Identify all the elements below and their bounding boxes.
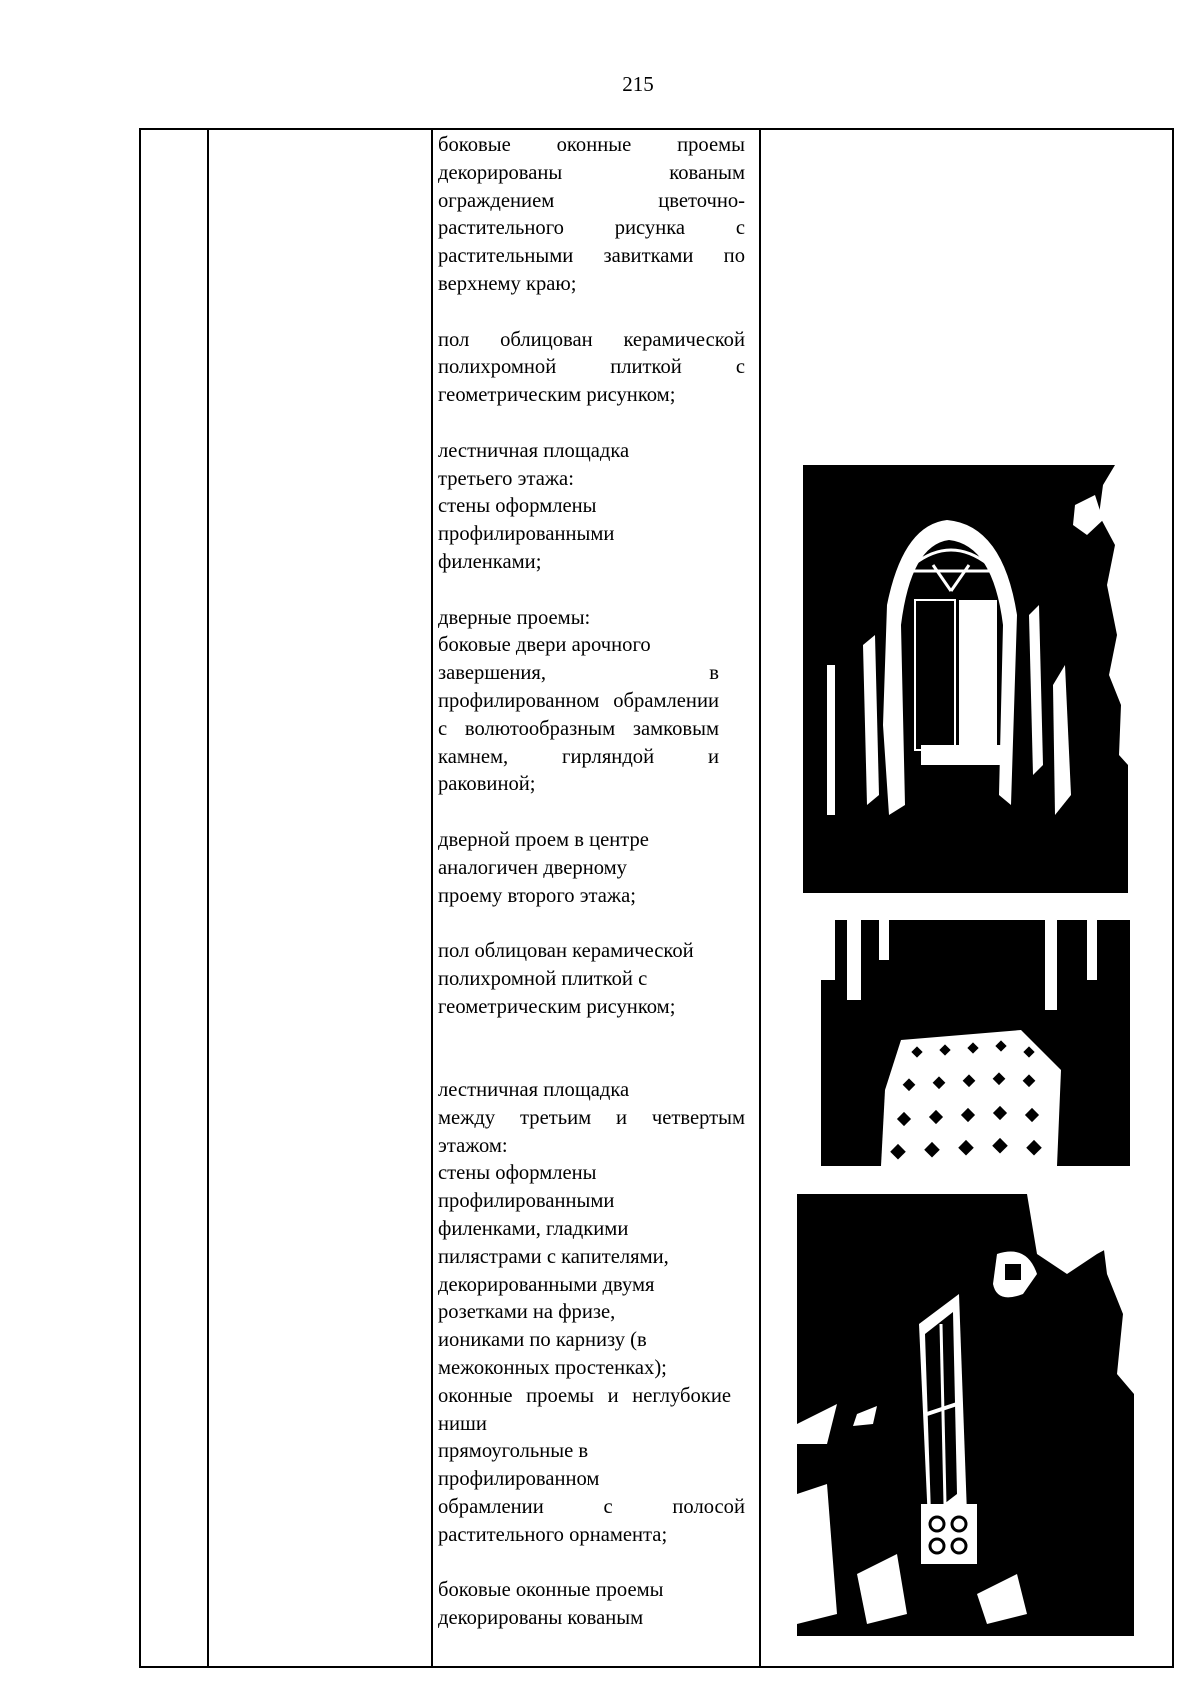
arched-doorway-photo (803, 465, 1128, 893)
text-line: боковые двери арочного (438, 634, 651, 657)
text-line: дверные проемы: (438, 606, 591, 629)
text-line: филенками; (438, 550, 542, 573)
paragraph: пол облицован керамической полихромной плиткой с геометрическим рисунком; (438, 328, 745, 407)
text-line: профилированными (438, 1190, 615, 1213)
text-line: боковые оконные проемы (438, 1579, 664, 1602)
text-line: пилястрами с капителями, (438, 1245, 669, 1268)
paragraph: боковые оконные проемы декорированы кованым ограждением цветочно-растительного рисунка с растительными завитками по верхнему краю; (438, 134, 745, 295)
text-line: лестничная площадка (438, 439, 630, 462)
text-line: пол облицован керамической (438, 940, 694, 963)
text-line: иониками по карнизу (в (438, 1329, 647, 1352)
text-line: третьего этажа: (438, 467, 574, 490)
text-line: прямоугольные в (438, 1440, 589, 1463)
tiled-floor-photo (821, 920, 1130, 1166)
text-line: профилированными (438, 523, 615, 546)
paragraph: оконные проемы и неглубокие ниши (438, 1384, 731, 1435)
column-divider-3 (759, 130, 761, 1666)
window-with-grille-photo (797, 1194, 1134, 1636)
text-line: аналогичен дверному (438, 856, 627, 879)
text-line: профилированном (438, 1468, 600, 1491)
column-divider-1 (207, 130, 209, 1666)
text-line: дверной проем в центре (438, 828, 649, 851)
description-cell (438, 132, 745, 1633)
paragraph: завершения, в профилированном обрамлении с волютообразным замковым камнем, гирляндой и раковиной; (438, 662, 719, 796)
text-line: декорированы кованым (438, 1607, 644, 1630)
text-line: межоконных простенках); (438, 1357, 667, 1380)
text-line: лестничная площадка (438, 1079, 630, 1102)
paragraph: обрамлении с полосой растительного орнамента; (438, 1496, 745, 1546)
text-line: полихромной плиткой с (438, 967, 648, 990)
text-line: филенками, гладкими (438, 1218, 629, 1241)
text-line: стены оформлены (438, 1162, 597, 1185)
text-line: стены оформлены (438, 495, 597, 518)
text-line: проему второго этажа; (438, 884, 637, 907)
paragraph: между третьим и четвертым этажом: (438, 1106, 745, 1157)
text-line: геометрическим рисунком; (438, 995, 676, 1018)
page-number: 215 (622, 72, 654, 96)
text-line: декорированными двумя (438, 1273, 655, 1296)
column-divider-2 (431, 130, 433, 1666)
text-line: розетками на фризе, (438, 1301, 616, 1324)
